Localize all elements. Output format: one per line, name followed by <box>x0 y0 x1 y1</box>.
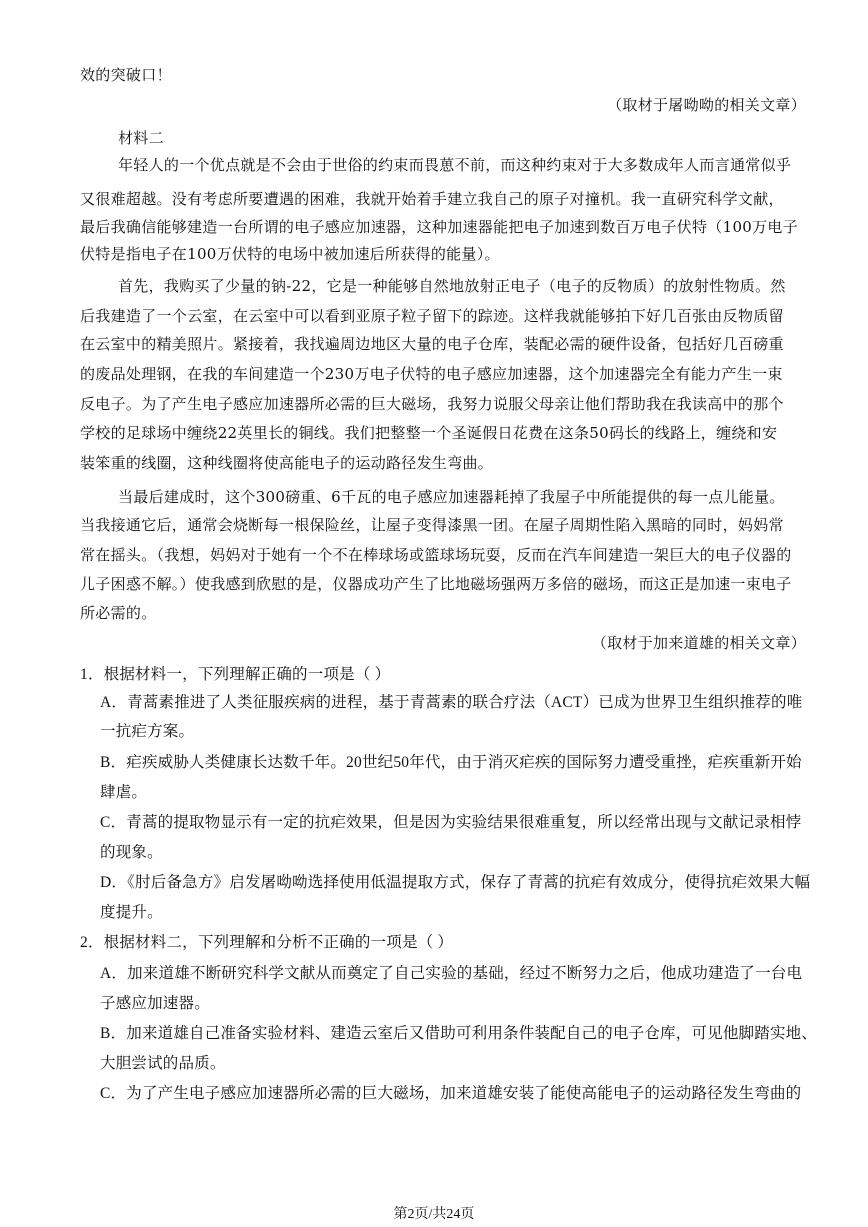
paragraph-line: 当我接通它后，通常会烧断每一根保险丝，让屋子变得漆黑一团。在屋子周期性陷入黑暗的同时，妈妈常 <box>80 516 784 534</box>
question-2-option-a-cont: 子感应加速器。 <box>100 995 210 1012</box>
paragraph-line: 年轻人的一个优点就是不会由于世俗的约束而畏葸不前，而这种约束对于大多数成年人而言通常似乎 <box>118 156 792 174</box>
question-2-option-a: A．加来道雄不断研究科学文献从而奠定了自己实验的基础，经过不断努力之后，他成功建造了一台电 <box>100 965 803 982</box>
source-attribution-1: （取材于屠呦呦的相关文章） <box>607 96 806 114</box>
question-1-option-b-cont: 肆虐。 <box>100 784 148 801</box>
question-1-option-b: B．疟疾威胁人类健康长达数千年。20世纪50年代，由于消灭疟疾的国际努力遭受重挫，疟疾重新开始 <box>100 754 802 771</box>
question-1-option-d-cont: 度提升。 <box>100 904 163 921</box>
paragraph-line: 常在摇头。（我想，妈妈对于她有一个不在棒球场或篮球场玩耍，反而在汽车间建造一架巨大的电子仪器的 <box>80 546 792 564</box>
paragraph-line: 最后我确信能够建造一台所谓的电子感应加速器，这种加速器能把电子加速到数百万电子伏特（100万电子 <box>80 218 799 236</box>
question-1-stem: 1．根据材料一，下列理解正确的一项是（ ） <box>80 666 391 683</box>
question-1-option-c-cont: 的现象。 <box>100 844 163 861</box>
paragraph-line: 在云室中的精美照片。紧接着，我找遍周边地区大量的电子仓库，装配必需的硬件设备，包括好几百磅重 <box>80 335 784 353</box>
paragraph-line: 装笨重的线圈，这种线圈将使高能电子的运动路径发生弯曲。 <box>80 454 494 472</box>
material-2-heading: 材料二 <box>118 129 164 147</box>
question-2-option-c: C．为了产生电子感应加速器所必需的巨大磁场，加来道雄安装了能使高能电子的运动路径发生弯曲的 <box>100 1085 802 1102</box>
question-2-option-b-cont: 大胆尝试的品质。 <box>100 1055 226 1072</box>
page-number: 第2页/共24页 <box>393 1207 475 1222</box>
continued-text-line: 效的突破口！ <box>80 66 172 84</box>
paragraph-line: 的废品处理钢，在我的车间建造一个230万电子伏特的电子感应加速器，这个加速器完全有能力产生一束 <box>80 365 783 383</box>
paragraph-line: 所必需的。 <box>80 604 157 622</box>
question-1-option-d: D．《肘后备急方》启发屠呦呦选择使用低温提取方式，保存了青蒿的抗疟有效成分，使得抗疟效果大幅 <box>100 874 811 891</box>
source-attribution-2: （取材于加来道雄的相关文章） <box>591 634 806 652</box>
paragraph-line: 伏特是指电子在100万伏特的电场中被加速后所获得的能量）。 <box>80 245 500 263</box>
paragraph-line: 儿子困惑不解。）使我感到欣慰的是，仪器成功产生了比地磁场强两万多倍的磁场，而这正是加速一束电子 <box>80 575 792 593</box>
paragraph-line: 反电子。为了产生电子感应加速器所必需的巨大磁场，我努力说服父母亲让他们帮助我在我读高中的那个 <box>80 395 784 413</box>
question-1-option-a: A．青蒿素推进了人类征服疾病的进程，基于青蒿素的联合疗法（ACT）已成为世界卫生组织推荐的唯 <box>100 694 803 711</box>
paragraph-line: 又很难超越。没有考虑所要遭遇的困难，我就开始着手建立我自己的原子对撞机。我一直研究科学文献， <box>80 190 784 208</box>
question-1-option-a-cont: 一抗疟方案。 <box>100 723 195 740</box>
paragraph-line: 首先，我购买了少量的钠-22，它是一种能够自然地放射正电子（电子的反物质）的放射性物质。然 <box>118 277 786 295</box>
paragraph-line: 学校的足球场中缠绕22英里长的铜线。我们把整整一个圣诞假日花费在这条50码长的线路上，缠绕和安 <box>80 424 778 442</box>
question-2-stem: 2．根据材料二，下列理解和分析不正确的一项是（ ） <box>80 934 454 951</box>
paragraph-line: 当最后建成时，这个300磅重、6千瓦的电子感应加速器耗掉了我屋子中所能提供的每一点儿能量。 <box>118 488 785 506</box>
question-1-option-c: C．青蒿的提取物显示有一定的抗疟效果，但是因为实验结果很难重复，所以经常出现与文献记录相悖 <box>100 814 802 831</box>
paragraph-line: 后我建造了一个云室，在云室中可以看到亚原子粒子留下的踪迹。这样我就能够拍下好几百张由反物质留 <box>80 307 784 325</box>
question-2-option-b: B．加来道雄自己准备实验材料、建造云室后又借助可利用条件装配自己的电子仓库，可见他脚踏实地、 <box>100 1025 818 1042</box>
